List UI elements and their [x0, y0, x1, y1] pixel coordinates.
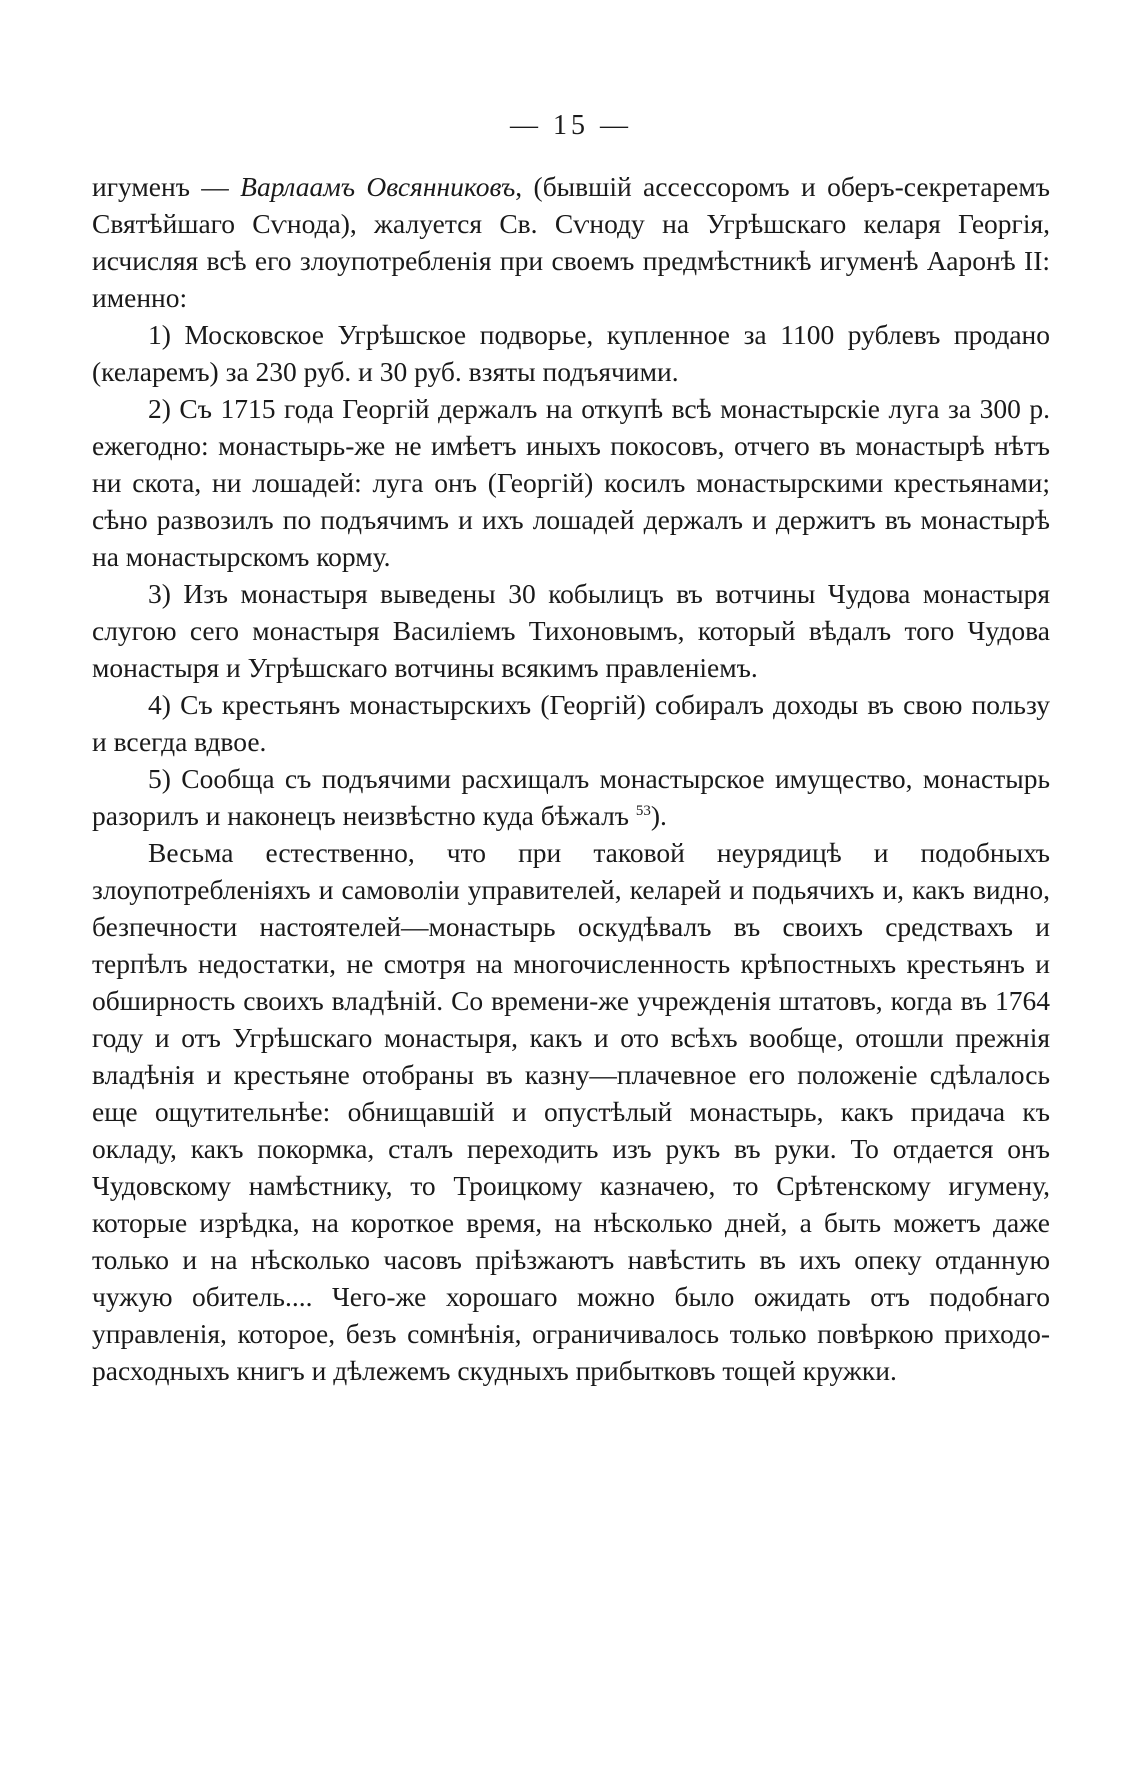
complaint-item-3: 3) Изъ монастыря выведены 30 кобылицъ въ вотчины Чудова монастыря слугою сего монастыря Василiемъ Тихоновымъ, который вѣдалъ того Чудова монастыря и Угрѣшскаго вотчины всякимъ правленiемъ. — [92, 578, 1050, 683]
complaint-item-5-end: ). — [650, 800, 667, 831]
footnote-marker: 53 — [635, 802, 651, 819]
complaint-item-2: 2) Съ 1715 года Георгiй держалъ на откупѣ всѣ монастырскiе луга за 300 р. ежегодно: монастырь-же не имѣетъ иныхъ покосовъ, отчего въ монастырѣ нѣтъ ни скота, ни лошадей: луга онъ (Георгiй) косилъ монастырскими крестьянами; сѣно развозилъ по подъячимъ и ихъ лошадей держалъ и держитъ въ монастырѣ на монастырскомъ корму. — [92, 393, 1050, 572]
intro-paragraph — [92, 168, 1050, 316]
complaint-item-4: 4) Съ крестьянъ монастырскихъ (Георгiй) собиралъ доходы въ свою пользу и всегда вдвое. — [92, 689, 1050, 757]
intro-text-start: игуменъ — — [92, 171, 241, 202]
document-page — [92, 110, 1050, 1389]
abbot-name: Варлаамъ Овсянниковъ — [240, 171, 516, 202]
complaint-item-1: 1) Московское Угрѣшское подворье, купленное за 1100 рублевъ продано (келаремъ) за 230 руб. и 30 руб. взяты подъячими. — [92, 319, 1050, 387]
complaint-item-5-text: 5) Сообща съ подъячими расхищалъ монастырское имущество, монастырь разорилъ и наконецъ неизвѣстно куда бѣжалъ — [92, 763, 1050, 831]
complaint-item-5 — [92, 760, 1050, 834]
closing-paragraph: Весьма естественно, что при таковой неурядицѣ и подобныхъ злоупотребленiяхъ и самоволiи управителей, келарей и подьячихъ и, какъ видно, безпечности настоятелей—монастырь оскудѣвалъ въ своихъ средствахъ и терпѣлъ недостатки, не смотря на многочисленность крѣпостныхъ крестьянъ и обширность своихъ владѣнiй. Со времени-же учрежденiя штатовъ, когда въ 1764 году и отъ Угрѣшскаго монастыря, какъ и ото всѣхъ вообще, отошли прежнiя владѣнiя и крестьяне отобраны въ казну—плачевное его положенiе сдѣлалось еще ощутительнѣе: обнищавшiй и опустѣлый монастырь, какъ придача къ окладу, какъ покормка, сталъ переходить изъ рукъ въ руки. То отдается онъ Чудовскому намѣстнику, то Троицкому казначею, то Срѣтенскому игумену, которые изрѣдка, на короткое время, на нѣсколько дней, а быть можетъ даже только и на нѣсколько часовъ прiѣзжаютъ навѣстить въ ихъ опеку отданную чужую обитель.... Чего-же хорошаго можно было ожидать отъ подобнаго управленiя, которое, безъ сомнѣнiя, ограничивалось только повѣркою приходо-расходныхъ книгъ и дѣлежемъ скудныхъ прибытковъ тощей кружки. — [92, 837, 1050, 1386]
intro-text-end: , (бывшiй ассессоромъ и оберъ-секретаремъ Святѣйшаго Сѵнода), жалуется Св. Сѵноду на Угрѣшскаго келаря Георгiя, исчисляя всѣ его злоупотребленiя при своемъ предмѣстникѣ игуменѣ Ааронѣ II: именно: — [92, 171, 1050, 313]
page-number: — 15 — — [510, 110, 632, 141]
